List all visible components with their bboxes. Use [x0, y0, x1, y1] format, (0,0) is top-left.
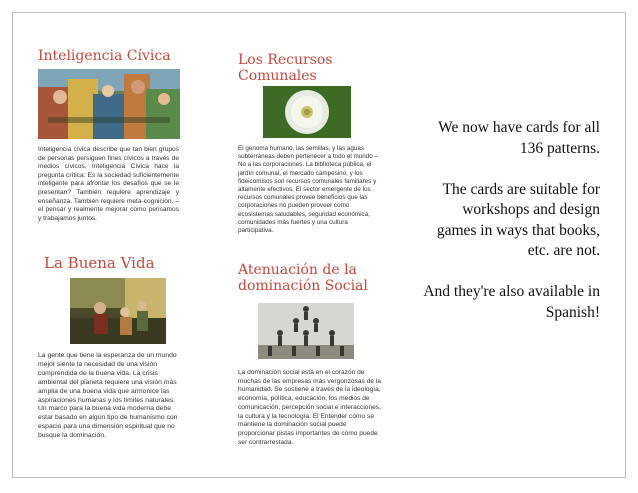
card-text-dominacion-social: La dominación social está en el corazón de muchas de las empresas más vergonzosas de la humanidad. Se sostiene a través de la ideología, economía, política, educación, los medios de comunicación, percepción social e interacciones, la cultura y la tecnología. El Entender cómo se mantiene la dominación social puede proporcionar pistas importantes de cómo puede ser contrarrestada.: [238, 369, 381, 446]
human-pyramid-image: [258, 303, 354, 359]
card-title-recursos-comunales: Los Recursos Comunales: [238, 52, 333, 85]
dandelion-image: [263, 86, 351, 138]
card-text-recursos-comunales: El genoma humano, las semillas, y las aguas subterráneas deben pertenecer a todo el mundo – No a las corporaciones. La biblioteca pública, el jardín comunal, el mercado campesino, y los fideicomisos son recursos comunales familiares y altamente efectivos. El sector emergente de los recursos comunales provee beneficios que las corporaciones no pueden proveer como ecosistemas saludables, seguridad económica, comunidades más fuertes y una cultura participativa.: [238, 145, 379, 235]
mural-image: [38, 69, 180, 139]
promo-line-3: And they're also available in Spanish!: [423, 283, 600, 321]
card-text-buena-vida: La gente que tiene la esperanza de un mundo mejor siente la necesidad de una visión comprendida de la buena vida. La crisis ambiental del planeta requiere una visión más amplia de una buena vida que armonice las aspiraciones humanas y los límites naturales. Un marco para la buena vida moderna debe estar basado en algún tipo de humanismo con espacio para una dimensión espiritual que no busque la dominación.: [38, 352, 178, 440]
card-title-dominacion-social: Atenuación de la dominación Social: [238, 262, 368, 295]
card-title-inteligencia-civica: Inteligencia Cívica: [38, 48, 171, 64]
card-title-buena-vida: La Buena Vida: [44, 254, 155, 272]
painting-image: [70, 278, 166, 344]
promo-text: [420, 118, 600, 323]
promo-line-1: We now have cards for all 136 patterns.: [438, 119, 600, 157]
promo-line-2: The cards are suitable for workshops and design games in ways that books, etc. are not.: [436, 180, 600, 259]
card-text-inteligencia-civica: Inteligencia cívica describe que tan bien grupos de personas persiguen fines cívicos a través de medios cívicos. Inteligencia Cívica hace la pregunta crítica: Es la sociedad suficientemente inteligente para afrontar los desafíos que se le presentan? También requiere aprendizaje y enseñanza. También requiere meta-cognición. – el pensar y realmente mejorar como pensamos y trabajamos juntos.: [38, 146, 179, 222]
